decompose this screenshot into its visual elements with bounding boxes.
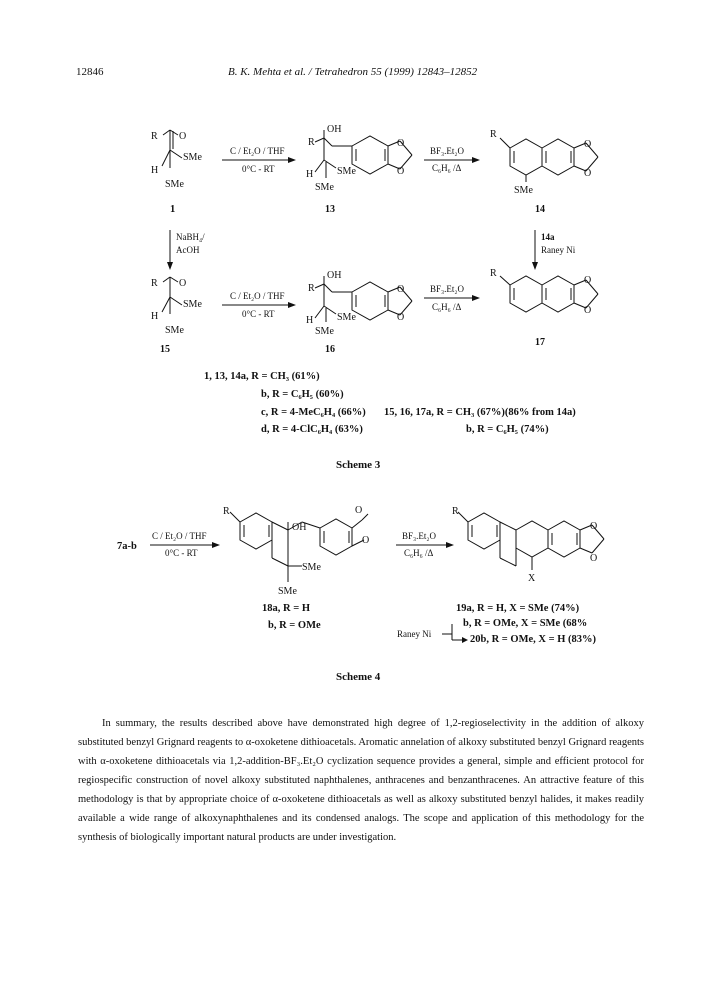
atom-SMe: SMe bbox=[337, 166, 356, 177]
atom-SMe: SMe bbox=[165, 179, 184, 190]
atom-OH: OH bbox=[327, 270, 342, 281]
r-definition: d, R = 4-ClC₆H₄ (63%) bbox=[261, 424, 363, 435]
running-head: B. K. Mehta et al. / Tetrahedron 55 (1999) 12843–12852 bbox=[228, 66, 478, 78]
reagent-label: BF₃.Et₂O bbox=[402, 531, 437, 541]
r-definition: 15, 16, 17a, R = CH₃ (67%)(86% from 14a) bbox=[384, 407, 576, 418]
r-definition: 1, 13, 14a, R = CH₃ (61%) bbox=[204, 371, 320, 382]
r-definition: b, R = C₆H₅ (60%) bbox=[261, 389, 344, 400]
conditions-label: 0°C - RT bbox=[242, 164, 275, 174]
atom-R: R bbox=[490, 268, 497, 279]
atom-O: O bbox=[590, 521, 598, 532]
compound-label-15: 15 bbox=[160, 344, 170, 355]
atom-SMe: SMe bbox=[278, 586, 297, 597]
atom-SMe: SMe bbox=[165, 325, 184, 336]
compound-label-16: 16 bbox=[325, 344, 335, 355]
atom-O: O bbox=[584, 305, 592, 316]
atom-R: R bbox=[452, 506, 459, 517]
atom-O: O bbox=[362, 535, 370, 546]
conditions-label: 0°C - RT bbox=[242, 309, 275, 319]
atom-H: H bbox=[151, 311, 159, 322]
compound-19-structure bbox=[458, 512, 604, 570]
compound-label-17: 17 bbox=[535, 337, 545, 348]
atom-SMe: SMe bbox=[183, 299, 202, 310]
atom-O: O bbox=[397, 138, 405, 149]
compound-label-13: 13 bbox=[325, 204, 335, 215]
atom-O: O bbox=[397, 312, 405, 323]
r-definition: b, R = C₆H₅ (74%) bbox=[466, 424, 549, 435]
conditions-label: C₆H₆ /Δ bbox=[432, 302, 462, 312]
atom-SMe: SMe bbox=[315, 326, 334, 337]
atom-R: R bbox=[151, 278, 158, 289]
atom-O: O bbox=[584, 275, 592, 286]
atom-O: O bbox=[397, 284, 405, 295]
atom-SMe: SMe bbox=[315, 182, 334, 193]
arrow-head bbox=[532, 262, 538, 270]
atom-O: O bbox=[179, 131, 187, 142]
r-definition: 18a, R = H bbox=[262, 603, 310, 614]
r-definition: 19a, R = H, X = SMe (74%) bbox=[456, 603, 580, 614]
scheme-caption: Scheme 4 bbox=[336, 671, 381, 683]
atom-H: H bbox=[306, 315, 314, 326]
raney-ni-label: Raney Ni bbox=[397, 629, 432, 639]
arrow-head bbox=[167, 262, 173, 270]
r-definition: 20b, R = OMe, X = H (83%) bbox=[470, 634, 596, 645]
atom-SMe: SMe bbox=[337, 312, 356, 323]
atom-R: R bbox=[490, 129, 497, 140]
arrow-head bbox=[446, 542, 454, 548]
reagent-label: NaBH₄/ bbox=[176, 232, 205, 242]
page-number: 12846 bbox=[76, 66, 104, 78]
atom-X: X bbox=[528, 573, 536, 584]
atom-R: R bbox=[308, 137, 315, 148]
atom-O: O bbox=[584, 139, 592, 150]
atom-O: O bbox=[355, 505, 363, 516]
reagent-label: Raney Ni bbox=[541, 245, 576, 255]
arrow-head bbox=[472, 157, 480, 163]
atom-R: R bbox=[223, 506, 230, 517]
arrow-head bbox=[462, 637, 468, 643]
compound-label-14: 14 bbox=[535, 204, 545, 215]
compound-label-1: 1 bbox=[170, 204, 176, 215]
start-label-7a-b: 7a-b bbox=[117, 541, 137, 552]
atom-R: R bbox=[308, 283, 315, 294]
reagent-label: AcOH bbox=[176, 245, 200, 255]
arrow-head bbox=[472, 295, 480, 301]
atom-O: O bbox=[590, 553, 598, 564]
atom-H: H bbox=[151, 165, 159, 176]
reagent-label: BF₃.Et₂O bbox=[430, 284, 465, 294]
atom-O: O bbox=[397, 166, 405, 177]
scheme-caption: Scheme 3 bbox=[336, 459, 381, 471]
atom-SMe: SMe bbox=[514, 185, 533, 196]
atom-OH: OH bbox=[292, 522, 307, 533]
r-definition: b, R = OMe bbox=[268, 620, 321, 631]
r-definition: b, R = OMe, X = SMe (68% bbox=[463, 618, 588, 629]
reagent-label: 14a bbox=[541, 232, 555, 242]
reagent-label: C / Et₂O / THF bbox=[230, 146, 285, 156]
conditions-label: 0°C - RT bbox=[165, 548, 198, 558]
atom-R: R bbox=[151, 131, 158, 142]
conditions-label: C₆H₆ /Δ bbox=[432, 163, 462, 173]
atom-SMe: SMe bbox=[183, 152, 202, 163]
reagent-label: BF₃.Et₂O bbox=[430, 146, 465, 156]
reagent-label: C / Et₂O / THF bbox=[152, 531, 207, 541]
atom-H: H bbox=[306, 169, 314, 180]
summary-paragraph: In summary, the results described above have demonstrated high degree of 1,2-regioselectivity in the addition of alkoxy substituted benzyl Grignard reagents to α-oxoketene dithioacetals. Aromatic annelation of alkoxy substituted benzyl Grignard reagents with α-oxoketene dithioacetals via 1,2-addition-BF₃.Et₂O cyclization sequence provides a general, simple and efficient protocol for regiospecific construction of novel alkoxy substituted naphthalenes, anthracenes and benzanthracenes. An attractive feature of this methodology is that by appropriate choice of α-oxoketene dithioacetals as well as alkoxy substituted benzyl halides, it makes readily available a wide range of alkoxynaphthalenes and its condensed analogs. The scope and application of this methodology for the synthesis of biologically important natural products are under investigation. bbox=[78, 718, 644, 843]
arrow-head bbox=[288, 302, 296, 308]
reagent-label: C / Et₂O / THF bbox=[230, 291, 285, 301]
r-definition: c, R = 4-MeC₆H₄ (66%) bbox=[261, 407, 366, 418]
atom-SMe: SMe bbox=[302, 562, 321, 573]
arrow-head bbox=[212, 542, 220, 548]
atom-OH: OH bbox=[327, 124, 342, 135]
conditions-label: C₆H₆ /Δ bbox=[404, 548, 434, 558]
atom-O: O bbox=[584, 168, 592, 179]
atom-O: O bbox=[179, 278, 187, 289]
arrow-head bbox=[288, 157, 296, 163]
